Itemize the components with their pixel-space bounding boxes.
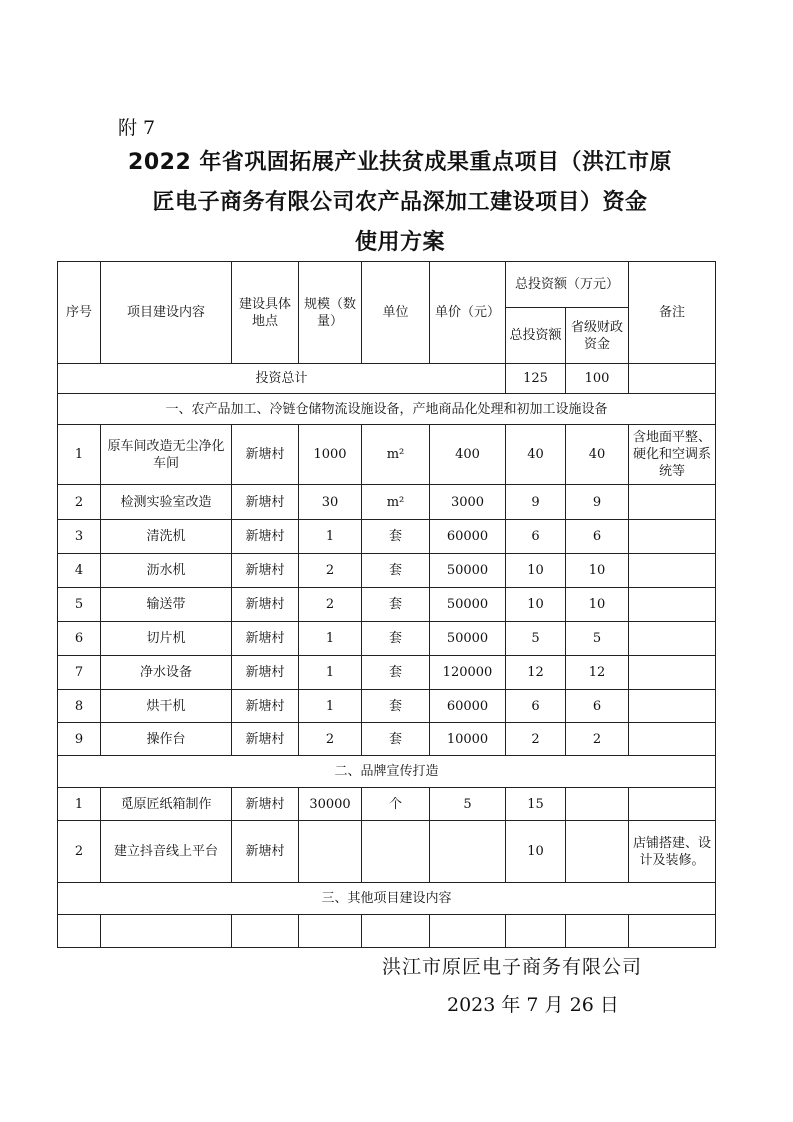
cell-total: 12: [506, 656, 566, 690]
cell-price: [430, 821, 506, 883]
cell-price: 120000: [430, 656, 506, 690]
total-row-total: 125: [506, 364, 566, 394]
document-title: [90, 143, 710, 263]
section-title: 一、农产品加工、冷链仓储物流设施设备，产地商品化处理和初加工设施设备: [58, 394, 716, 425]
cell-location: 新塘村: [232, 723, 299, 756]
cell-seq: 2: [58, 821, 101, 883]
cell-provincial: 2: [566, 723, 629, 756]
table-row: [58, 821, 716, 883]
cell-remark: [629, 788, 716, 821]
cell-price: [430, 915, 506, 948]
cell-remark: 含地面平整、硬化和空调系统等: [629, 425, 716, 485]
cell-unit: 套: [362, 520, 430, 554]
cell-provincial: 6: [566, 690, 629, 723]
header-location: 建设具体地点: [232, 262, 299, 364]
cell-location: 新塘村: [232, 690, 299, 723]
company-signature: 洪江市原匠电子商务有限公司: [382, 956, 643, 978]
total-row-remark: [629, 364, 716, 394]
cell-scale: 2: [299, 723, 362, 756]
cell-remark: [629, 915, 716, 948]
cell-provincial: 40: [566, 425, 629, 485]
cell-seq: 8: [58, 690, 101, 723]
header-total-group: 总投资额（万元）: [506, 262, 629, 308]
cell-location: 新塘村: [232, 520, 299, 554]
cell-unit: 套: [362, 554, 430, 588]
cell-total: 2: [506, 723, 566, 756]
signature-date: 2023 年 7 月 26 日: [447, 994, 619, 1016]
cell-total: 6: [506, 690, 566, 723]
cell-content: [101, 915, 232, 948]
cell-total: 40: [506, 425, 566, 485]
cell-unit: 个: [362, 788, 430, 821]
cell-seq: 4: [58, 554, 101, 588]
section-header-row: [58, 756, 716, 788]
cell-total: 5: [506, 622, 566, 656]
cell-remark: [629, 485, 716, 520]
cell-provincial: 10: [566, 588, 629, 622]
cell-total: 10: [506, 554, 566, 588]
cell-seq: 9: [58, 723, 101, 756]
table-row: [58, 690, 716, 723]
cell-location: [232, 915, 299, 948]
cell-price: 50000: [430, 622, 506, 656]
total-row: [58, 364, 716, 394]
cell-unit: 套: [362, 656, 430, 690]
cell-location: 新塘村: [232, 425, 299, 485]
cell-content: 操作台: [101, 723, 232, 756]
header-unit: 单位: [362, 262, 430, 364]
cell-content: 检测实验室改造: [101, 485, 232, 520]
header-scale: 规模（数量）: [299, 262, 362, 364]
cell-content: 切片机: [101, 622, 232, 656]
cell-location: 新塘村: [232, 588, 299, 622]
cell-provincial: 12: [566, 656, 629, 690]
annex-label: 附 7: [118, 117, 156, 139]
cell-scale: 2: [299, 588, 362, 622]
cell-remark: [629, 554, 716, 588]
cell-remark: [629, 520, 716, 554]
header-remark: 备注: [629, 262, 716, 364]
cell-price: 50000: [430, 588, 506, 622]
cell-scale: 30000: [299, 788, 362, 821]
cell-provincial: [566, 821, 629, 883]
cell-unit: 套: [362, 588, 430, 622]
cell-content: 觅原匠纸箱制作: [101, 788, 232, 821]
cell-remark: [629, 588, 716, 622]
cell-total: 9: [506, 485, 566, 520]
total-row-provincial: 100: [566, 364, 629, 394]
title-line-2: 匠电子商务有限公司农产品深加工建设项目）资金: [152, 190, 648, 215]
cell-content: 输送带: [101, 588, 232, 622]
cell-scale: 1: [299, 656, 362, 690]
cell-seq: 6: [58, 622, 101, 656]
cell-remark: [629, 656, 716, 690]
cell-seq: 1: [58, 788, 101, 821]
total-row-label: 投资总计: [58, 364, 506, 394]
cell-scale: [299, 821, 362, 883]
header-provincial: 省级财政资金: [566, 308, 629, 364]
section-header-row: [58, 394, 716, 425]
cell-seq: [58, 915, 101, 948]
cell-content: 原车间改造无尘净化车间: [101, 425, 232, 485]
section-header-row: [58, 883, 716, 915]
cell-unit: 套: [362, 690, 430, 723]
header-seq: 序号: [58, 262, 101, 364]
cell-price: 3000: [430, 485, 506, 520]
cell-seq: 5: [58, 588, 101, 622]
cell-seq: 2: [58, 485, 101, 520]
cell-unit: m²: [362, 425, 430, 485]
header-price: 单价（元）: [430, 262, 506, 364]
cell-location: 新塘村: [232, 788, 299, 821]
header-total: 总投资额: [506, 308, 566, 364]
cell-unit: [362, 821, 430, 883]
cell-price: 400: [430, 425, 506, 485]
cell-total: 10: [506, 588, 566, 622]
cell-provincial: [566, 788, 629, 821]
cell-location: 新塘村: [232, 485, 299, 520]
cell-unit: 套: [362, 723, 430, 756]
table-row: [58, 425, 716, 485]
cell-location: 新塘村: [232, 821, 299, 883]
cell-unit: 套: [362, 622, 430, 656]
cell-total: 15: [506, 788, 566, 821]
cell-seq: 1: [58, 425, 101, 485]
cell-location: 新塘村: [232, 554, 299, 588]
cell-price: 5: [430, 788, 506, 821]
cell-location: 新塘村: [232, 622, 299, 656]
cell-scale: 1: [299, 690, 362, 723]
cell-content: 净水设备: [101, 656, 232, 690]
table-row: [58, 915, 716, 948]
title-line-3: 使用方案: [354, 230, 445, 255]
cell-provincial: 10: [566, 554, 629, 588]
cell-price: 60000: [430, 690, 506, 723]
cell-remark: [629, 690, 716, 723]
cell-provincial: 9: [566, 485, 629, 520]
cell-seq: 7: [58, 656, 101, 690]
cell-content: 建立抖音线上平台: [101, 821, 232, 883]
cell-seq: 3: [58, 520, 101, 554]
cell-total: 6: [506, 520, 566, 554]
cell-provincial: 5: [566, 622, 629, 656]
cell-unit: [362, 915, 430, 948]
cell-remark: [629, 622, 716, 656]
cell-content: 烘干机: [101, 690, 232, 723]
cell-scale: 1: [299, 622, 362, 656]
cell-scale: 2: [299, 554, 362, 588]
table-row: [58, 656, 716, 690]
table-row: [58, 485, 716, 520]
cell-scale: 30: [299, 485, 362, 520]
cell-total: 10: [506, 821, 566, 883]
cell-price: 10000: [430, 723, 506, 756]
table-row: [58, 788, 716, 821]
cell-unit: m²: [362, 485, 430, 520]
header-content: 项目建设内容: [101, 262, 232, 364]
cell-provincial: 6: [566, 520, 629, 554]
title-line-1: 2022 年省巩固拓展产业扶贫成果重点项目（洪江市原: [128, 150, 672, 175]
table-row: [58, 622, 716, 656]
fund-usage-table: [57, 261, 716, 948]
cell-provincial: [566, 915, 629, 948]
section-title: 三、其他项目建设内容: [58, 883, 716, 915]
cell-price: 60000: [430, 520, 506, 554]
cell-content: 沥水机: [101, 554, 232, 588]
table-row: [58, 588, 716, 622]
section-title: 二、品牌宣传打造: [58, 756, 716, 788]
cell-content: 清洗机: [101, 520, 232, 554]
cell-price: 50000: [430, 554, 506, 588]
cell-total: [506, 915, 566, 948]
cell-scale: [299, 915, 362, 948]
cell-scale: 1000: [299, 425, 362, 485]
table-row: [58, 520, 716, 554]
cell-remark: [629, 723, 716, 756]
table-row: [58, 723, 716, 756]
cell-scale: 1: [299, 520, 362, 554]
cell-remark: 店铺搭建、设计及装修。: [629, 821, 716, 883]
table-row: [58, 554, 716, 588]
cell-location: 新塘村: [232, 656, 299, 690]
